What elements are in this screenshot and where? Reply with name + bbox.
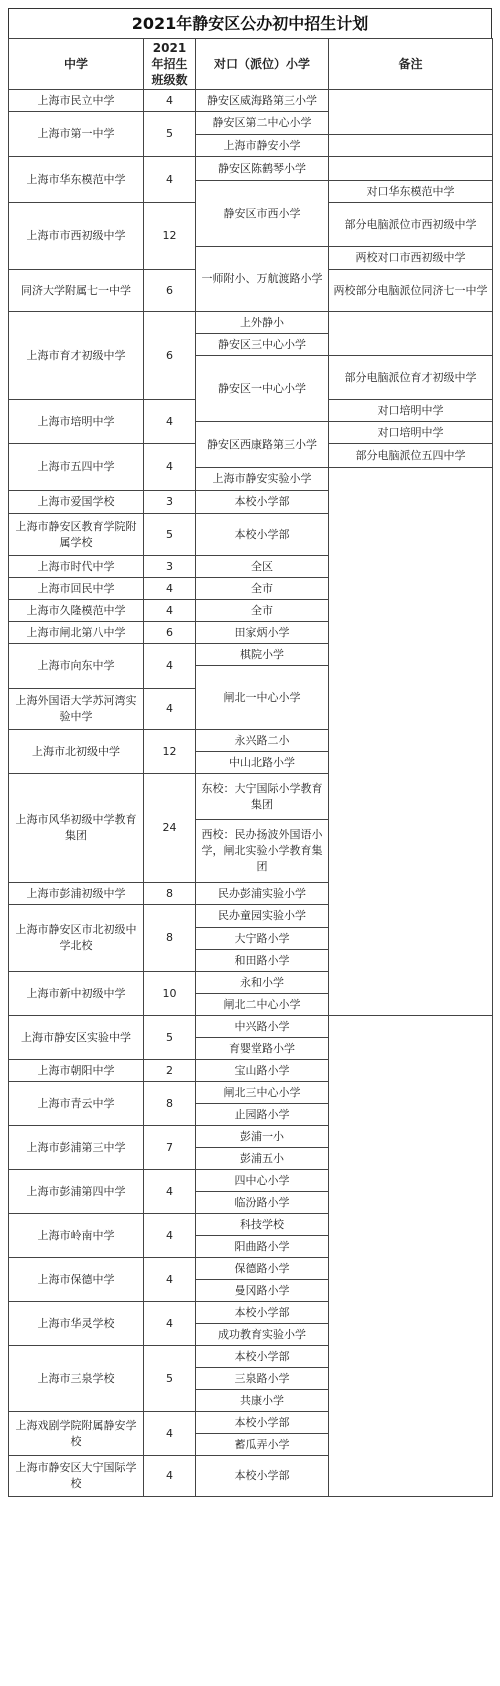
table-cell — [329, 1016, 493, 1497]
table-cell: 7 — [144, 1126, 196, 1170]
table-cell: 上海市静安区市北初级中学北校 — [9, 905, 144, 972]
table-cell: 中山北路小学 — [196, 752, 329, 774]
enrollment-plan-document — [8, 8, 492, 1497]
table-cell: 宝山路小学 — [196, 1060, 329, 1082]
table-cell: 24 — [144, 774, 196, 883]
table-cell: 静安区第二中心小学 — [196, 112, 329, 135]
table-cell: 和田路小学 — [196, 950, 329, 972]
table-cell: 静安区一中心小学 — [196, 356, 329, 422]
table-cell: 两校部分电脑派位同济七一中学 — [329, 270, 493, 312]
table-cell: 上海市民立中学 — [9, 90, 144, 112]
table-cell: 闸北二中心小学 — [196, 994, 329, 1016]
table-cell: 彭浦五小 — [196, 1148, 329, 1170]
table-cell: 四中心小学 — [196, 1170, 329, 1192]
table-cell: 4 — [144, 157, 196, 203]
table-cell: 5 — [144, 112, 196, 157]
table-cell: 东校：大宁国际小学教育集团 — [196, 774, 329, 820]
table-cell: 本校小学部 — [196, 514, 329, 556]
table-cell: 上海市闸北第八中学 — [9, 622, 144, 644]
table-cell — [329, 157, 493, 181]
table-cell: 部分电脑派位五四中学 — [329, 444, 493, 468]
table-cell: 永和小学 — [196, 972, 329, 994]
table-cell: 上海市久隆模范中学 — [9, 600, 144, 622]
table-cell: 4 — [144, 644, 196, 689]
table-cell: 4 — [144, 400, 196, 444]
table-cell: 静安区西康路第三小学 — [196, 422, 329, 468]
table-cell: 4 — [144, 444, 196, 491]
table-cell: 4 — [144, 1302, 196, 1346]
table-cell: 4 — [144, 1412, 196, 1456]
table-cell: 12 — [144, 730, 196, 774]
table-cell: 上海市华灵学校 — [9, 1302, 144, 1346]
table-cell: 上海市岭南中学 — [9, 1214, 144, 1258]
table-cell: 上海市保德中学 — [9, 1258, 144, 1302]
table-cell: 本校小学部 — [196, 491, 329, 514]
table-cell: 上海市育才初级中学 — [9, 312, 144, 400]
table-cell: 上海市时代中学 — [9, 556, 144, 578]
table-cell: 育婴堂路小学 — [196, 1038, 329, 1060]
table-cell: 6 — [144, 622, 196, 644]
table-cell: 2 — [144, 1060, 196, 1082]
table-cell: 闸北三中心小学 — [196, 1082, 329, 1104]
table-cell: 共康小学 — [196, 1390, 329, 1412]
table-cell: 本校小学部 — [196, 1456, 329, 1497]
table-cell: 上海市静安区实验中学 — [9, 1016, 144, 1060]
table-cell: 本校小学部 — [196, 1302, 329, 1324]
table-cell: 上海市向东中学 — [9, 644, 144, 689]
table-body — [9, 90, 493, 1497]
table-cell: 闸北一中心小学 — [196, 666, 329, 730]
table-cell: 全市 — [196, 578, 329, 600]
table-cell: 静安区市西小学 — [196, 181, 329, 247]
table-cell: 部分电脑派位市西初级中学 — [329, 203, 493, 247]
table-cell: 上海市彭浦第三中学 — [9, 1126, 144, 1170]
table-cell: 上海市爱国学校 — [9, 491, 144, 514]
table-cell: 同济大学附属七一中学 — [9, 270, 144, 312]
table-cell — [329, 468, 493, 1016]
table-cell: 对口培明中学 — [329, 422, 493, 444]
table-cell: 全市 — [196, 600, 329, 622]
table-cell: 民办童园实验小学 — [196, 905, 329, 928]
table-cell: 上海市彭浦初级中学 — [9, 883, 144, 905]
table-cell: 保德路小学 — [196, 1258, 329, 1280]
table-cell: 静安区陈鹤琴小学 — [196, 157, 329, 181]
header-remarks: 备注 — [329, 39, 493, 90]
table-cell: 8 — [144, 905, 196, 972]
header-school: 中学 — [9, 39, 144, 90]
table-cell: 民办彭浦实验小学 — [196, 883, 329, 905]
table-cell: 上外静小 — [196, 312, 329, 334]
table-cell: 4 — [144, 600, 196, 622]
table-cell: 3 — [144, 491, 196, 514]
table-cell: 三泉路小学 — [196, 1368, 329, 1390]
table-cell: 田家炳小学 — [196, 622, 329, 644]
table-cell: 4 — [144, 1456, 196, 1497]
table-cell: 5 — [144, 1016, 196, 1060]
enrollment-table — [8, 38, 493, 1497]
table-cell — [329, 312, 493, 356]
table-cell: 4 — [144, 1170, 196, 1214]
table-cell: 4 — [144, 1214, 196, 1258]
table-row — [9, 1016, 493, 1038]
table-cell: 4 — [144, 1258, 196, 1302]
table-cell: 西校：民办扬波外国语小学，闸北实验小学教育集团 — [196, 820, 329, 883]
table-cell: 科技学校 — [196, 1214, 329, 1236]
table-cell: 全区 — [196, 556, 329, 578]
table-header-row — [9, 39, 493, 90]
table-cell: 一师附小、万航渡路小学 — [196, 247, 329, 312]
table-cell: 成功教育实验小学 — [196, 1324, 329, 1346]
table-cell: 对口培明中学 — [329, 400, 493, 422]
table-cell: 上海市培明中学 — [9, 400, 144, 444]
table-cell: 4 — [144, 90, 196, 112]
table-cell: 彭浦一小 — [196, 1126, 329, 1148]
table-cell: 上海市静安实验小学 — [196, 468, 329, 491]
table-cell: 4 — [144, 689, 196, 730]
table-cell: 蓄瓜弄小学 — [196, 1434, 329, 1456]
table-cell: 上海市静安区大宁国际学校 — [9, 1456, 144, 1497]
table-row — [9, 157, 493, 181]
table-cell: 上海市朝阳中学 — [9, 1060, 144, 1082]
table-cell: 上海外国语大学苏河湾实验中学 — [9, 689, 144, 730]
header-class-count: 2021年招生班级数 — [144, 39, 196, 90]
table-cell: 5 — [144, 514, 196, 556]
table-cell — [329, 135, 493, 157]
table-cell: 8 — [144, 883, 196, 905]
header-primary-school: 对口（派位）小学 — [196, 39, 329, 90]
table-cell: 对口华东模范中学 — [329, 181, 493, 203]
table-cell: 阳曲路小学 — [196, 1236, 329, 1258]
table-cell: 棋院小学 — [196, 644, 329, 666]
page-title: 2021年静安区公办初中招生计划 — [8, 8, 492, 38]
table-cell: 静安区威海路第三小学 — [196, 90, 329, 112]
table-cell — [329, 90, 493, 135]
table-cell: 上海市北初级中学 — [9, 730, 144, 774]
table-cell: 3 — [144, 556, 196, 578]
table-cell: 上海市青云中学 — [9, 1082, 144, 1126]
table-cell: 中兴路小学 — [196, 1016, 329, 1038]
table-cell: 曼冈路小学 — [196, 1280, 329, 1302]
table-cell: 两校对口市西初级中学 — [329, 247, 493, 270]
table-row — [9, 90, 493, 112]
table-cell: 上海市彭浦第四中学 — [9, 1170, 144, 1214]
table-cell: 止园路小学 — [196, 1104, 329, 1126]
table-cell: 上海市静安区教育学院附属学校 — [9, 514, 144, 556]
table-cell: 上海戏剧学院附属静安学校 — [9, 1412, 144, 1456]
table-cell: 临汾路小学 — [196, 1192, 329, 1214]
table-cell: 上海市静安小学 — [196, 135, 329, 157]
table-cell: 上海市风华初级中学教育集团 — [9, 774, 144, 883]
table-cell: 部分电脑派位育才初级中学 — [329, 356, 493, 400]
table-cell: 6 — [144, 312, 196, 400]
table-cell: 上海市三泉学校 — [9, 1346, 144, 1412]
table-cell: 10 — [144, 972, 196, 1016]
table-cell: 上海市市西初级中学 — [9, 203, 144, 270]
table-cell: 大宁路小学 — [196, 928, 329, 950]
table-cell: 永兴路二小 — [196, 730, 329, 752]
table-cell: 上海市华东模范中学 — [9, 157, 144, 203]
table-cell: 5 — [144, 1346, 196, 1412]
table-cell: 上海市第一中学 — [9, 112, 144, 157]
table-cell: 6 — [144, 270, 196, 312]
table-cell: 上海市新中初级中学 — [9, 972, 144, 1016]
table-cell: 4 — [144, 578, 196, 600]
table-cell: 上海市五四中学 — [9, 444, 144, 491]
table-cell: 12 — [144, 203, 196, 270]
table-cell: 静安区三中心小学 — [196, 334, 329, 356]
table-row — [9, 312, 493, 334]
table-cell: 本校小学部 — [196, 1412, 329, 1434]
table-cell: 8 — [144, 1082, 196, 1126]
table-cell: 本校小学部 — [196, 1346, 329, 1368]
table-cell: 上海市回民中学 — [9, 578, 144, 600]
